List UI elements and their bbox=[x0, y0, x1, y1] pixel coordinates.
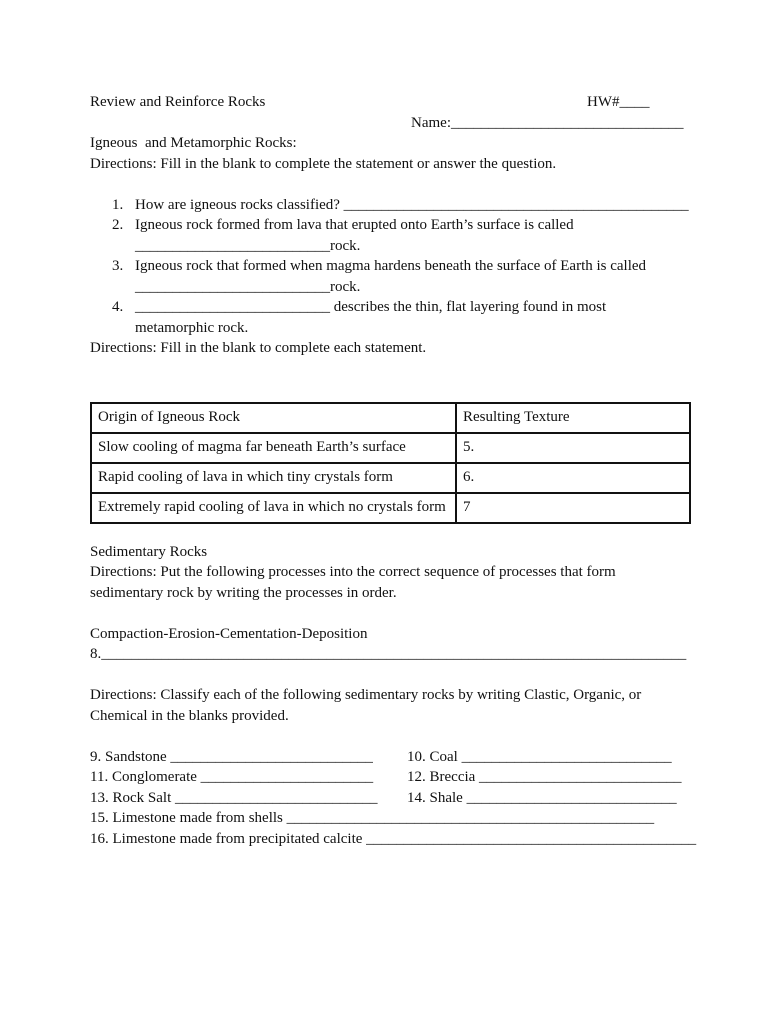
question-3 bbox=[90, 256, 690, 297]
table-row bbox=[91, 463, 690, 493]
header-row bbox=[90, 92, 690, 113]
question-16: 16. Limestone made from precipitated calcite ____________________________________________ bbox=[90, 830, 697, 847]
table-cell-texture: 6. bbox=[456, 463, 690, 493]
question-number: 3. bbox=[112, 258, 124, 274]
igneous-texture-table bbox=[90, 402, 691, 524]
directions-classify-line-2: Chemical in the blanks provided. bbox=[90, 707, 289, 724]
directions-sequence-line-1: Directions: Put the following processes into the correct sequence of processes that form bbox=[90, 564, 616, 580]
directions-sequence-line-2: sedimentary rock by writing the processes in order. bbox=[90, 584, 397, 601]
table-row bbox=[91, 493, 690, 523]
worksheet-title: Review and Reinforce Rocks bbox=[90, 94, 266, 110]
table-cell-texture: 5. bbox=[456, 433, 690, 463]
question-2 bbox=[90, 215, 690, 256]
question-4 bbox=[90, 297, 690, 338]
question-number: 4. bbox=[112, 299, 124, 315]
question-11: 11. Conglomerate _______________________ bbox=[90, 769, 374, 785]
directions-complete-statement: Directions: Fill in the blank to complete each statement. bbox=[90, 340, 427, 356]
name-field: Name:_______________________________ bbox=[411, 114, 684, 131]
table-header-texture: Resulting Texture bbox=[456, 403, 690, 433]
section-heading-sedimentary: Sedimentary Rocks bbox=[90, 543, 208, 560]
homework-number-field: HW#____ bbox=[587, 94, 650, 110]
classify-row bbox=[90, 747, 690, 768]
question-10: 10. Coal ____________________________ bbox=[407, 748, 672, 765]
directions-fill-blank: Directions: Fill in the blank to complete the statement or answer the question. bbox=[90, 155, 557, 172]
question-12: 12. Breccia ___________________________ bbox=[407, 769, 682, 785]
table-cell-origin: Slow cooling of magma far beneath Earth’s surface bbox=[91, 433, 456, 463]
question-text: How are igneous rocks classified? ______________________________________________ bbox=[135, 196, 689, 213]
question-number: 2. bbox=[112, 217, 124, 233]
worksheet-page bbox=[90, 92, 697, 849]
section-heading-igneous-metamorphic: Igneous and Metamorphic Rocks: bbox=[90, 135, 297, 151]
table-header-row bbox=[91, 403, 690, 433]
classify-row bbox=[90, 767, 690, 788]
question-9: 9. Sandstone ___________________________ bbox=[90, 748, 373, 765]
question-text: Igneous rock formed from lava that erupted onto Earth’s surface is called __________________________rock. bbox=[135, 217, 574, 254]
name-row bbox=[90, 113, 690, 134]
question-14: 14. Shale ____________________________ bbox=[407, 789, 677, 806]
question-1 bbox=[90, 195, 690, 216]
classify-row bbox=[90, 788, 690, 809]
directions-classify-line-1: Directions: Classify each of the following sedimentary rocks by writing Clastic, Organic, or bbox=[90, 687, 642, 703]
table-cell-origin: Extremely rapid cooling of lava in which no crystals form bbox=[91, 493, 456, 523]
question-text: Igneous rock that formed when magma hardens beneath the surface of Earth is called __________________________rock. bbox=[135, 258, 647, 295]
question-number: 1. bbox=[112, 196, 124, 213]
table-cell-texture: 7 bbox=[456, 493, 690, 523]
table-row bbox=[91, 433, 690, 463]
table-cell-origin: Rapid cooling of lava in which tiny crystals form bbox=[91, 463, 456, 493]
question-text: __________________________ describes the thin, flat layering found in most metamorphic rock. bbox=[135, 299, 607, 336]
question-8-blank: 8.______________________________________________________________________________ bbox=[90, 646, 687, 662]
process-list: Compaction-Erosion-Cementation-Deposition bbox=[90, 625, 368, 642]
table-header-origin: Origin of Igneous Rock bbox=[91, 403, 456, 433]
question-15: 15. Limestone made from shells _________________________________________________ bbox=[90, 810, 655, 826]
question-list bbox=[90, 195, 690, 339]
question-13: 13. Rock Salt ___________________________ bbox=[90, 789, 378, 806]
